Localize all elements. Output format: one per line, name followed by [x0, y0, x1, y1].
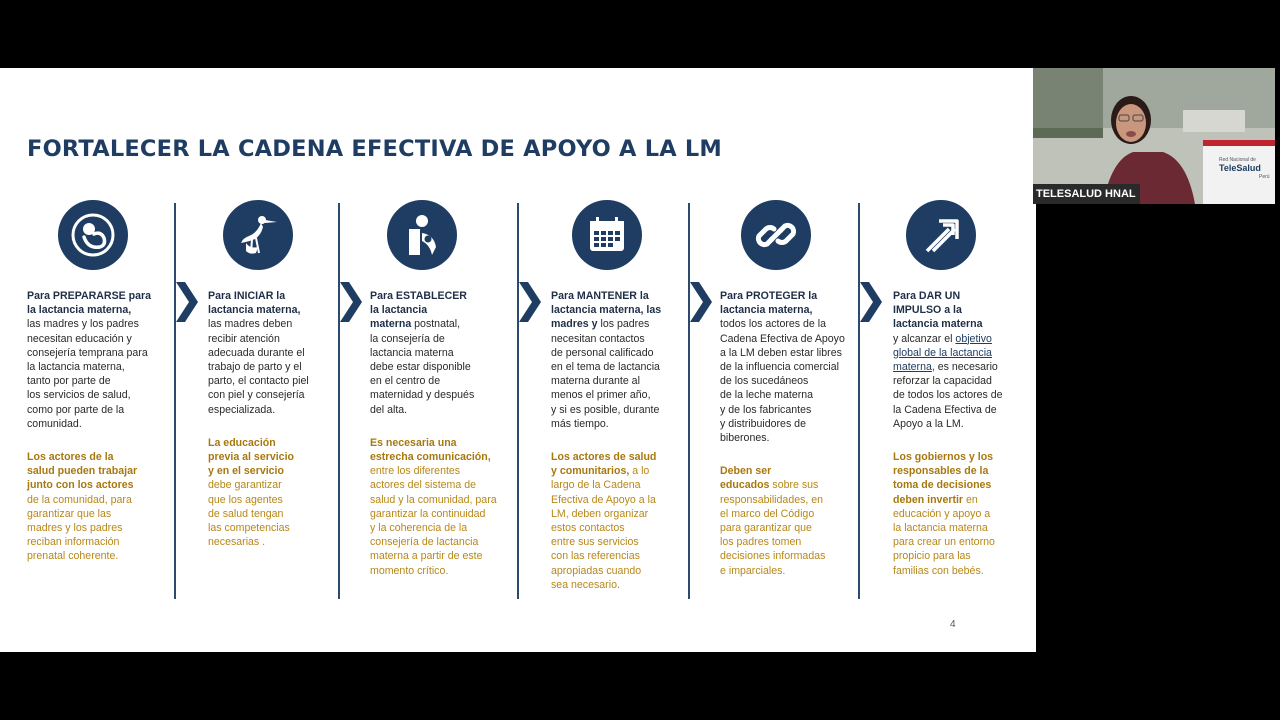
text-line: [720, 431, 845, 445]
text-segment: de todos los actores de: [893, 389, 1003, 402]
calendar-icon: [572, 200, 642, 270]
text-segment: los servicios de salud,: [27, 389, 131, 402]
text-segment: biberones.: [720, 432, 770, 445]
chevron-right-icon: [176, 282, 198, 322]
mother-child-icon: [387, 200, 457, 270]
text-segment: las competencias: [208, 522, 290, 535]
text-line: [893, 507, 1003, 521]
text-line: [551, 403, 661, 417]
text-line: [893, 450, 1003, 464]
text-segment: y si es posible, durante: [551, 403, 660, 416]
text-line: [551, 464, 661, 478]
text-segment: tanto por parte de: [27, 375, 111, 388]
text-line: [208, 464, 309, 478]
objective-link[interactable]: objetivo: [955, 332, 992, 345]
text-line: [208, 374, 309, 388]
stage-text: [370, 289, 497, 578]
text-segment: Apoyo a la LM.: [893, 417, 964, 430]
text-line: [27, 535, 151, 549]
text-segment: lactancia materna, las: [551, 304, 662, 317]
stork-icon: [223, 200, 293, 270]
text-segment: debe garantizar: [208, 479, 282, 492]
text-line: [893, 346, 1003, 360]
participant-name-label: TELESALUD HNAL: [1033, 184, 1140, 204]
text-line: [720, 317, 845, 331]
text-line: [551, 388, 661, 402]
text-segment: reciban información: [27, 536, 120, 549]
text-line: [27, 388, 151, 402]
text-segment: las madres deben: [208, 318, 293, 331]
stage-paragraph: [720, 289, 845, 445]
text-segment: Deben ser: [720, 465, 772, 478]
text-segment: lactancia materna,: [720, 304, 813, 317]
text-line: [893, 303, 1003, 317]
text-segment: todos los actores de la: [720, 318, 826, 331]
text-line: [27, 346, 151, 360]
text-segment: Los gobiernos y los: [893, 451, 994, 464]
text-segment: con piel y consejería: [208, 389, 305, 402]
text-line: [893, 521, 1003, 535]
text-segment: de personal calificado: [551, 346, 654, 359]
text-segment: responsables de la: [893, 465, 989, 478]
text-segment: y de los fabricantes: [720, 403, 812, 416]
text-segment: Efectiva de Apoyo a la: [551, 493, 656, 506]
text-line: [720, 493, 845, 507]
text-segment: materna durante al: [551, 375, 640, 388]
text-segment: salud y la comunidad, para: [370, 493, 497, 506]
text-line: [551, 478, 661, 492]
text-line: [27, 303, 151, 317]
text-segment: como por parte de la: [27, 403, 125, 416]
text-line: [370, 564, 497, 578]
text-line: [370, 332, 497, 346]
text-line: [893, 535, 1003, 549]
column-divider: [688, 203, 690, 599]
stage-text: [208, 289, 309, 549]
text-line: [27, 332, 151, 346]
text-segment: junto con los actores: [27, 479, 134, 492]
text-segment: Es necesaria una: [370, 436, 457, 449]
text-line: [370, 478, 497, 492]
text-line: [720, 521, 845, 535]
text-line: [370, 317, 497, 331]
stage-highlight-paragraph: [27, 450, 151, 564]
text-segment: decisiones informadas: [720, 550, 826, 563]
text-segment: Cadena Efectiva de Apoyo: [720, 332, 845, 345]
text-segment: lactancia materna,: [208, 304, 301, 317]
text-segment: Para PREPARARSE para: [27, 290, 152, 302]
text-segment: los padres: [597, 318, 650, 331]
text-line: [893, 374, 1003, 388]
text-line: [551, 578, 661, 592]
text-segment: necesitan contactos: [551, 332, 645, 345]
text-segment: para garantizar que: [720, 522, 812, 535]
text-line: [27, 493, 151, 507]
text-line: [551, 332, 661, 346]
text-line: [208, 360, 309, 374]
text-segment: de los sucedáneos: [720, 375, 809, 388]
text-segment: entre los diferentes: [370, 465, 461, 478]
text-line: [893, 403, 1003, 417]
text-segment: estos contactos: [551, 522, 625, 535]
text-segment: apropiadas cuando: [551, 564, 642, 577]
text-line: [551, 417, 661, 431]
text-segment: previa al servicio: [208, 451, 294, 464]
column-divider: [174, 203, 176, 599]
chevron-right-icon: [690, 282, 712, 322]
text-line: [720, 374, 845, 388]
chain-link-icon: [741, 200, 811, 270]
text-segment: con las referencias: [551, 550, 640, 563]
text-segment: materna: [370, 318, 412, 331]
text-segment: garantizar la continuidad: [370, 507, 486, 520]
text-line: [720, 549, 845, 563]
text-segment: deben invertir: [893, 493, 964, 506]
baby-womb-icon: [58, 200, 128, 270]
text-segment: madres y: [551, 318, 598, 331]
text-segment: y comunitarios,: [551, 465, 630, 478]
text-segment: sobre sus: [769, 479, 819, 492]
chevron-right-icon: [860, 282, 882, 322]
stage-text: [893, 289, 1003, 578]
text-line: [27, 450, 151, 464]
backdrop-logo-line3: Perú: [1259, 174, 1270, 180]
text-line: [551, 507, 661, 521]
text-segment: sea necesario.: [551, 578, 620, 591]
stage-text: [551, 289, 661, 592]
text-segment: reforzar la capacidad: [893, 375, 992, 388]
text-line: [551, 535, 661, 549]
column-divider: [858, 203, 860, 599]
text-line: [893, 549, 1003, 563]
text-line: [27, 360, 151, 374]
text-segment: educación y apoyo a: [893, 507, 991, 520]
text-line: [551, 374, 661, 388]
text-line: [893, 464, 1003, 478]
stage-highlight-paragraph: [551, 450, 661, 592]
objective-link[interactable]: global de la lactancia: [893, 346, 992, 359]
text-line: [893, 564, 1003, 578]
text-line: [551, 564, 661, 578]
text-segment: IMPULSO a la: [893, 304, 962, 317]
text-line: [370, 464, 497, 478]
slide-title: FORTALECER LA CADENA EFECTIVA DE APOYO A LA LM: [27, 136, 722, 162]
text-segment: estrecha comunicación,: [370, 451, 491, 464]
text-segment: de salud tengan: [208, 507, 284, 520]
text-segment: que los agentes: [208, 493, 283, 506]
text-segment: el marco del Código: [720, 507, 815, 520]
text-segment: la lactancia materna: [893, 522, 988, 535]
text-line: [551, 289, 661, 303]
text-line: [208, 450, 309, 464]
stage-paragraph: [370, 289, 497, 417]
text-line: [208, 332, 309, 346]
text-segment: La educación: [208, 436, 276, 449]
column-divider: [517, 203, 519, 599]
text-segment: consejería temprana para: [27, 346, 148, 359]
text-segment: familias con bebés.: [893, 564, 984, 577]
text-line: [893, 360, 1003, 374]
text-line: [208, 521, 309, 535]
text-line: [27, 464, 151, 478]
text-segment: para crear un entorno: [893, 536, 995, 549]
text-segment: entre sus servicios: [551, 536, 639, 549]
chevron-right-icon: [519, 282, 541, 322]
text-segment: Los actores de la: [27, 451, 114, 464]
text-segment: la Cadena Efectiva de: [893, 403, 997, 416]
text-segment: largo de la Cadena: [551, 479, 641, 492]
text-segment: consejería de lactancia: [370, 536, 479, 549]
backdrop-logo-line2: TeleSalud: [1219, 163, 1261, 173]
text-segment: e imparciales.: [720, 564, 786, 577]
text-line: [720, 360, 845, 374]
text-line: [27, 417, 151, 431]
text-segment: debe estar disponible: [370, 361, 471, 374]
text-segment: a la LM deben estar libres: [720, 346, 842, 359]
text-segment: propicio para las: [893, 550, 971, 563]
text-segment: parto, el contacto piel: [208, 375, 309, 388]
text-line: [370, 450, 497, 464]
text-segment: de la comunidad, para: [27, 493, 132, 506]
text-line: [720, 507, 845, 521]
text-segment: momento crítico.: [370, 564, 449, 577]
stage-paragraph: [551, 289, 661, 431]
text-segment: en: [963, 493, 978, 506]
text-line: [551, 317, 661, 331]
stage-text: [27, 289, 151, 564]
text-line: [551, 346, 661, 360]
text-segment: adecuada durante el: [208, 346, 305, 359]
text-segment: Los actores de salud: [551, 451, 657, 464]
text-segment: actores del sistema de: [370, 479, 476, 492]
text-segment: , es necesario: [931, 361, 998, 374]
text-segment: del alta.: [370, 403, 408, 416]
text-segment: necesarias .: [208, 536, 266, 549]
page-number: 4: [950, 619, 956, 630]
text-segment: Para DAR UN: [893, 290, 961, 302]
text-line: [27, 403, 151, 417]
text-segment: materna a partir de este: [370, 550, 483, 563]
text-segment: más tiempo.: [551, 417, 609, 430]
text-segment: toma de decisiones: [893, 479, 992, 492]
text-line: [27, 521, 151, 535]
text-line: [720, 478, 845, 492]
text-segment: garantizar que las: [27, 507, 112, 520]
chevron-right-icon: [340, 282, 362, 322]
text-line: [370, 507, 497, 521]
text-line: [551, 521, 661, 535]
text-line: [551, 303, 661, 317]
text-line: [208, 436, 309, 450]
text-line: [893, 417, 1003, 431]
text-segment: maternidad y después: [370, 389, 475, 402]
presentation-slide: [0, 68, 1036, 652]
backdrop-logo-line1: Red Nacional de: [1219, 157, 1256, 163]
text-segment: la lactancia: [370, 304, 428, 317]
text-segment: la lactancia materna,: [27, 304, 132, 317]
text-segment: postnatal,: [411, 318, 461, 331]
text-line: [720, 346, 845, 360]
text-segment: Para PROTEGER la: [720, 290, 818, 302]
text-segment: y la coherencia de la: [370, 522, 468, 535]
text-line: [370, 493, 497, 507]
text-line: [551, 493, 661, 507]
text-segment: Para MANTENER la: [551, 290, 649, 302]
text-line: [370, 535, 497, 549]
text-segment: comunidad.: [27, 417, 82, 430]
text-line: [27, 478, 151, 492]
text-line: [893, 289, 1003, 303]
text-line: [208, 493, 309, 507]
text-line: [551, 450, 661, 464]
text-line: [720, 332, 845, 346]
text-line: [720, 289, 845, 303]
text-segment: responsabilidades, en: [720, 493, 824, 506]
stage-highlight-paragraph: [720, 464, 845, 578]
text-line: [370, 346, 497, 360]
text-line: [551, 549, 661, 563]
text-segment: salud pueden trabajar: [27, 465, 138, 478]
text-line: [720, 464, 845, 478]
text-line: [27, 289, 151, 303]
text-segment: menos el primer año,: [551, 389, 651, 402]
text-line: [720, 303, 845, 317]
text-line: [208, 317, 309, 331]
text-segment: lactancia materna: [893, 318, 983, 331]
text-segment: madres y los padres: [27, 522, 123, 535]
text-segment: y alcanzar el: [893, 332, 956, 345]
stage-paragraph: [893, 289, 1003, 431]
text-line: [370, 549, 497, 563]
text-line: [370, 360, 497, 374]
text-line: [720, 417, 845, 431]
stage-highlight-paragraph: [893, 450, 1003, 578]
text-line: [893, 317, 1003, 331]
text-line: [27, 374, 151, 388]
text-line: [208, 303, 309, 317]
text-line: [208, 346, 309, 360]
text-line: [208, 507, 309, 521]
text-segment: y en el servicio: [208, 465, 284, 478]
text-segment: recibir atención: [208, 332, 280, 345]
text-line: [27, 317, 151, 331]
arrow-up-right-icon: [906, 200, 976, 270]
text-line: [208, 535, 309, 549]
text-line: [370, 303, 497, 317]
text-line: [893, 332, 1003, 346]
text-segment: los padres tomen: [720, 536, 802, 549]
text-segment: a lo: [629, 465, 650, 478]
text-segment: y distribuidores de: [720, 417, 806, 430]
text-segment: Para ESTABLECER: [370, 290, 467, 302]
stage-highlight-paragraph: [370, 436, 497, 578]
stage-highlight-paragraph: [208, 436, 309, 550]
text-line: [370, 521, 497, 535]
text-line: [720, 403, 845, 417]
text-segment: prenatal coherente.: [27, 550, 119, 563]
text-segment: educados: [720, 479, 770, 492]
text-line: [720, 564, 845, 578]
text-segment: lactancia materna: [370, 346, 454, 359]
text-segment: de la leche materna: [720, 389, 814, 402]
objective-link[interactable]: materna: [893, 361, 932, 374]
text-line: [370, 403, 497, 417]
text-line: [370, 436, 497, 450]
text-line: [893, 388, 1003, 402]
text-line: [370, 374, 497, 388]
text-segment: LM, deben organizar: [551, 507, 649, 520]
text-line: [208, 403, 309, 417]
text-line: [370, 388, 497, 402]
text-line: [370, 289, 497, 303]
stage-paragraph: [208, 289, 309, 417]
text-line: [27, 507, 151, 521]
text-line: [27, 549, 151, 563]
stage-text: [720, 289, 845, 578]
text-segment: en el centro de: [370, 375, 441, 388]
text-line: [208, 478, 309, 492]
text-segment: trabajo de parto y el: [208, 361, 302, 374]
text-line: [720, 388, 845, 402]
text-segment: la lactancia materna,: [27, 361, 125, 374]
text-segment: especializada.: [208, 403, 276, 416]
text-line: [551, 360, 661, 374]
stage-paragraph: [27, 289, 151, 431]
text-segment: en el tema de lactancia: [551, 361, 660, 374]
text-line: [208, 388, 309, 402]
text-line: [893, 478, 1003, 492]
text-segment: las madres y los padres: [27, 318, 139, 331]
text-line: [208, 289, 309, 303]
text-segment: Para INICIAR la: [208, 290, 286, 302]
text-segment: de la influencia comercial: [720, 361, 839, 374]
text-line: [893, 493, 1003, 507]
text-segment: necesitan educación y: [27, 332, 132, 345]
text-segment: la consejería de: [370, 332, 445, 345]
column-divider: [338, 203, 340, 599]
text-line: [720, 535, 845, 549]
